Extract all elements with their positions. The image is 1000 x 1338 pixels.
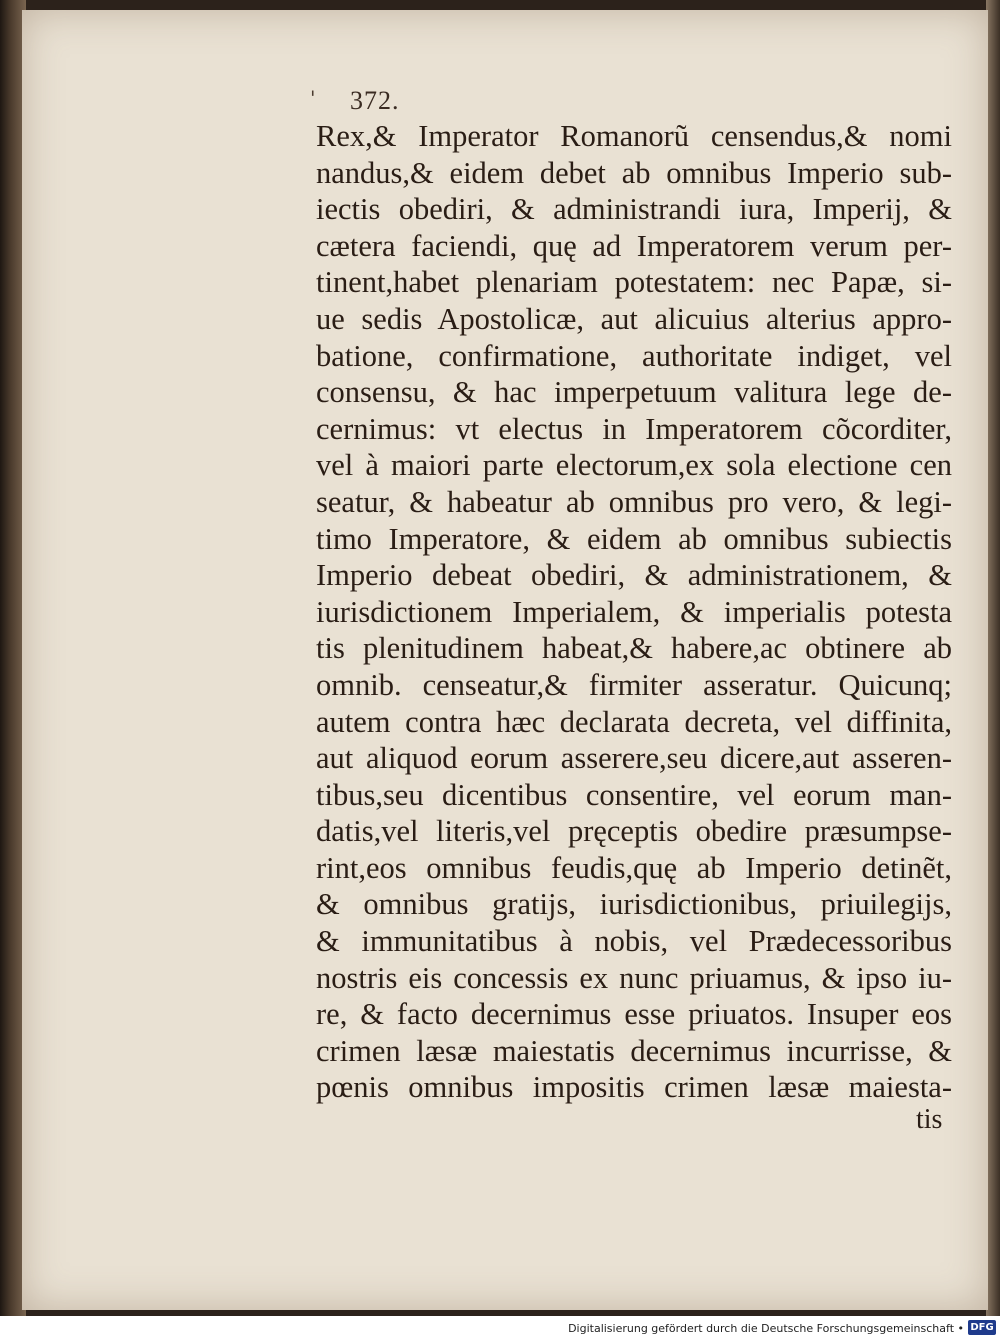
text-line: & immunitatibus à nobis, vel Prædecessoribus <box>316 924 952 959</box>
text-line: tinent,habet plenariam potestatem: nec Papæ, si- <box>316 265 952 300</box>
text-line: rint,eos omnibus feudis,quę ab Imperio detinẽt, <box>316 850 952 885</box>
text-line: nandus,& eidem debet ab omnibus Imperio sub- <box>316 155 952 190</box>
text-line: cætera faciendi, quę ad Imperatorem verum per- <box>316 228 952 263</box>
footer-bar <box>0 1316 1000 1338</box>
book-fore-edge <box>986 0 1000 1316</box>
text-line: batione, confirmatione, authoritate indiget, vel <box>316 338 952 373</box>
text-line: seatur, & habeatur ab omnibus pro vero, & legi- <box>316 484 952 519</box>
body-text <box>316 118 952 1106</box>
text-line: iurisdictionem Imperialem, & imperialis potesta <box>316 594 952 629</box>
text-line: autem contra hæc declarata decreta, vel diffinita, <box>316 704 952 739</box>
text-line: crimen læsæ maiestatis decernimus incurrisse, & <box>316 1033 952 1068</box>
text-line: cernimus: vt electus in Imperatorem cõcorditer, <box>316 411 952 446</box>
text-line: consensu, & hac imperpetuum valitura lege de- <box>316 375 952 410</box>
text-line: aut aliquod eorum asserere,seu dicere,aut asseren- <box>316 741 952 776</box>
text-line: re, & facto decernimus esse priuatos. Insuper eos <box>316 997 952 1032</box>
text-line: tibus,seu dicentibus consentire, vel eorum man- <box>316 777 952 812</box>
catchword: tis <box>916 1104 943 1135</box>
text-line: ue sedis Apostolicæ, aut alicuius alterius appro- <box>316 301 952 336</box>
text-line: datis,vel literis,vel pręceptis obedire præsumpse- <box>316 814 952 849</box>
page-number: 372. <box>350 86 400 115</box>
funding-credit: Digitalisierung gefördert durch die Deutsche Forschungsgemeinschaft • <box>568 1322 964 1335</box>
text-line: pœnis omnibus impositis crimen læsæ maiesta- <box>316 1070 952 1105</box>
text-line: Imperio debeat obediri, & administrationem, & <box>316 558 952 593</box>
text-line: vel à maiori parte electorum,ex sola electione cen <box>316 448 952 483</box>
text-line: Rex,& Imperator Romanorũ censendus,& nomi <box>316 119 952 153</box>
dfg-logo: DFG <box>968 1320 996 1335</box>
text-line: timo Imperatore, & eidem ab omnibus subiectis <box>316 521 952 556</box>
text-line: tis plenitudinem habeat,& habere,ac obtinere ab <box>316 631 952 666</box>
text-line: & omnibus gratijs, iurisdictionibus, priuilegijs, <box>316 887 952 922</box>
text-line: iectis obediri, & administrandi iura, Imperij, & <box>316 192 952 227</box>
folio-mark: ' <box>310 86 316 110</box>
text-line: omnib. censeatur,& firmiter asseratur. Quicunq; <box>316 667 952 702</box>
text-line: nostris eis concessis ex nunc priuamus, & ipso iu- <box>316 960 952 995</box>
